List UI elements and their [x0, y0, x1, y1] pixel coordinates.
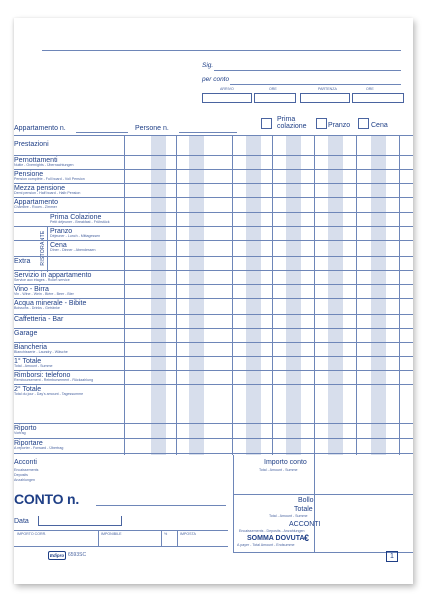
- table-cell[interactable]: [273, 140, 313, 154]
- table-cell[interactable]: [273, 156, 313, 168]
- row-label: Vino - Birra: [14, 286, 49, 293]
- table-cell[interactable]: [125, 315, 175, 327]
- row-label: Prima Colazione: [50, 214, 102, 221]
- table-cell[interactable]: [177, 257, 231, 269]
- row-sublabel: Boissons - Drinks - Getränke: [14, 306, 60, 310]
- tax-row-bottom: [14, 546, 228, 547]
- table-cell[interactable]: [315, 156, 355, 168]
- table-cell[interactable]: [315, 285, 355, 297]
- table-top-border: [14, 135, 413, 136]
- totale-sub: Total - Amount - Summe: [269, 514, 308, 518]
- tax-divider-1: [98, 530, 99, 546]
- table-cell[interactable]: [357, 329, 398, 341]
- acconti-sub1: Encaissements: [14, 468, 39, 472]
- ristorante-bracket: [47, 226, 48, 272]
- table-cell[interactable]: [177, 315, 231, 327]
- arrivo-field[interactable]: [202, 93, 252, 103]
- table-cell[interactable]: [177, 227, 231, 239]
- table-cell[interactable]: [177, 241, 231, 255]
- table-cell[interactable]: [273, 198, 313, 211]
- top-rule: [42, 50, 401, 51]
- table-cell[interactable]: [357, 285, 398, 297]
- table-cell[interactable]: [357, 227, 398, 239]
- table-cell[interactable]: [315, 198, 355, 211]
- table-cell[interactable]: [315, 439, 355, 452]
- row-label: Garage: [14, 330, 38, 337]
- table-cell[interactable]: [125, 371, 175, 383]
- row-sublabel: Petit déjeuner - Breakfast - Frühstück: [50, 220, 110, 224]
- row-label: Riporto: [14, 425, 37, 432]
- row-sublabel: Nuitie - Overnights - Übernachtungen: [14, 163, 74, 167]
- cena-checkbox[interactable]: [358, 118, 369, 129]
- prima-colazione-label: Prima colazione: [277, 116, 307, 130]
- table-cell[interactable]: [357, 184, 398, 196]
- totale-label: Totale: [294, 506, 313, 513]
- page-number-box: [386, 551, 398, 562]
- acconti2-label: ACCONTI: [289, 521, 321, 528]
- table-cell[interactable]: [125, 343, 175, 355]
- ristorante-text: RISTORANTE: [40, 230, 46, 266]
- partenza-label: PARTENZA: [318, 87, 337, 91]
- row-label: Pensione: [14, 171, 44, 178]
- table-cell[interactable]: [177, 299, 231, 313]
- sig-line[interactable]: [214, 70, 401, 71]
- table-cell[interactable]: [315, 424, 355, 437]
- table-cell[interactable]: [233, 227, 271, 239]
- persone-line[interactable]: [179, 132, 237, 133]
- row-label: 2° Totale: [14, 386, 42, 393]
- table-cell[interactable]: [315, 227, 355, 239]
- ore1-label: ORE: [269, 87, 277, 91]
- bollo-label: Bollo: [298, 497, 314, 504]
- row-sublabel: Demi pension - Half board - Halb Pension: [14, 191, 81, 195]
- table-cell[interactable]: [315, 170, 355, 182]
- table-cell[interactable]: [233, 271, 271, 283]
- row-label: Servizio in appartamento: [14, 272, 92, 279]
- cena-label: Cena: [371, 122, 388, 129]
- table-cell[interactable]: [125, 285, 175, 297]
- table-cell[interactable]: [125, 424, 175, 437]
- table-cell[interactable]: [357, 198, 398, 211]
- data-label: Data: [14, 518, 29, 525]
- imposta-label: IMPOSTA: [180, 532, 196, 536]
- brand-text: Edipro: [49, 553, 65, 558]
- ore2-field[interactable]: [352, 93, 404, 103]
- amount-column-divider: [314, 455, 315, 552]
- somma-dovuta-label: SOMMA DOVUTA: [247, 535, 305, 542]
- table-cell[interactable]: [357, 385, 398, 422]
- table-cell[interactable]: [357, 315, 398, 327]
- table-cell[interactable]: [125, 170, 175, 182]
- table-cell[interactable]: [273, 439, 313, 452]
- table-cell[interactable]: [233, 343, 271, 355]
- row-label: Caffetteria - Bar: [14, 316, 64, 323]
- table-cell[interactable]: [233, 213, 271, 225]
- table-cell[interactable]: [233, 170, 271, 182]
- table-cell[interactable]: [357, 170, 398, 182]
- table-cell[interactable]: [177, 140, 231, 154]
- euro-icon: €: [304, 533, 310, 543]
- ore1-field[interactable]: [254, 93, 296, 103]
- table-cell[interactable]: [273, 285, 313, 297]
- tax-divider-3: [177, 530, 178, 546]
- table-cell[interactable]: [273, 329, 313, 341]
- table-cell[interactable]: [177, 371, 231, 383]
- table-cell[interactable]: [357, 271, 398, 283]
- table-cell[interactable]: [273, 170, 313, 182]
- table-cell[interactable]: [357, 371, 398, 383]
- partenza-field[interactable]: [300, 93, 350, 103]
- table-cell[interactable]: [177, 357, 231, 369]
- table-cell[interactable]: [273, 271, 313, 283]
- table-cell[interactable]: [315, 371, 355, 383]
- row-sublabel: Déjeuner - Lunch - Mittagessen: [50, 234, 101, 238]
- arrivo-label: ARRIVO: [220, 87, 234, 91]
- ore2-label: ORE: [366, 87, 374, 91]
- table-cell[interactable]: [357, 213, 398, 225]
- tax-divider-2: [161, 530, 162, 546]
- row-label: Extra: [14, 258, 31, 265]
- page-number: 1: [390, 553, 394, 560]
- row-label: Pranzo: [50, 228, 73, 235]
- table-cell[interactable]: [357, 156, 398, 168]
- row-sublabel: Vortrag: [14, 431, 26, 435]
- table-cell[interactable]: [233, 198, 271, 211]
- table-cell[interactable]: [125, 299, 175, 313]
- table-cell[interactable]: [315, 213, 355, 225]
- table-cell[interactable]: [357, 424, 398, 437]
- table-cell[interactable]: [357, 299, 398, 313]
- acconti2-sub: Encaissements - Deposits - Anzahlungen: [239, 529, 305, 533]
- table-cell[interactable]: [315, 257, 355, 269]
- table-cell[interactable]: [233, 285, 271, 297]
- table-cell[interactable]: [177, 170, 231, 182]
- table-cell[interactable]: [233, 371, 271, 383]
- table-cell[interactable]: [315, 329, 355, 341]
- table-cell[interactable]: [233, 424, 271, 437]
- table-cell[interactable]: [177, 156, 231, 168]
- table-cell[interactable]: [233, 315, 271, 327]
- table-cell[interactable]: [233, 299, 271, 313]
- persone-label: Persone n.: [135, 125, 169, 132]
- table-cell[interactable]: [273, 343, 313, 355]
- percent-label: %: [164, 532, 168, 536]
- table-cell[interactable]: [315, 357, 355, 369]
- row-label: Riportare: [14, 440, 43, 447]
- table-cell[interactable]: [125, 140, 175, 154]
- acconti-sub2: Deposits: [14, 473, 28, 477]
- table-cell[interactable]: [233, 385, 271, 422]
- table-cell[interactable]: [315, 385, 355, 422]
- table-cell[interactable]: [315, 343, 355, 355]
- table-cell[interactable]: [273, 315, 313, 327]
- table-cell[interactable]: [357, 241, 398, 255]
- table-cell[interactable]: [315, 140, 355, 154]
- row-sublabel: Blanchisserie - Laundry - Wäsche: [14, 350, 68, 354]
- table-cell[interactable]: [273, 385, 313, 422]
- row-label: Prestazioni: [14, 141, 49, 148]
- table-cell[interactable]: [177, 285, 231, 297]
- table-cell[interactable]: [177, 184, 231, 196]
- row-label: Rimborsi: telefono: [14, 372, 71, 379]
- prima-colazione-checkbox[interactable]: [261, 118, 272, 129]
- table-cell[interactable]: [177, 385, 231, 422]
- row-sublabel: Vin - Wine - Wein - Bière - Beer - Bier: [14, 292, 74, 296]
- table-cell[interactable]: [125, 385, 175, 422]
- table-cell[interactable]: [315, 184, 355, 196]
- acconti-sub3: Anzahlungen: [14, 478, 35, 482]
- table-cell[interactable]: [233, 241, 271, 255]
- table-cell[interactable]: [357, 357, 398, 369]
- table-cell[interactable]: [125, 156, 175, 168]
- conto-number-label: CONTO n.: [14, 491, 80, 507]
- appartamento-line[interactable]: [76, 132, 128, 133]
- row-sublabel: Pension complète - Full board - Voll Pension: [14, 177, 85, 181]
- pranzo-label: Pranzo: [328, 122, 351, 129]
- table-cell[interactable]: [233, 140, 271, 154]
- row-sublabel: Total du jour - Day's amount - Tagessumme: [14, 392, 84, 396]
- importo-corr-label: IMPORTO CORR.: [17, 532, 47, 536]
- imponibile-label: IMPONIBILE: [101, 532, 122, 536]
- row-label: Mezza pensione: [14, 185, 65, 192]
- row-label: Biancheria: [14, 344, 48, 351]
- per-conto-label: per conto: [202, 76, 230, 83]
- row-sublabel: Dîner - Dinner - Abendessen: [50, 248, 96, 252]
- table-cell[interactable]: [125, 184, 175, 196]
- table-cell[interactable]: [357, 257, 398, 269]
- table-cell[interactable]: [273, 357, 313, 369]
- table-cell[interactable]: [177, 213, 231, 225]
- appartamento-label: Appartamento n.: [14, 125, 66, 132]
- table-cell[interactable]: [273, 241, 313, 255]
- table-cell[interactable]: [233, 357, 271, 369]
- table-cell[interactable]: [125, 357, 175, 369]
- table-cell[interactable]: [315, 271, 355, 283]
- sig-label: Sig.: [202, 62, 214, 69]
- table-cell[interactable]: [125, 329, 175, 341]
- table-cell[interactable]: [357, 439, 398, 452]
- row-sublabel: Total - Amount - Summe: [14, 364, 53, 368]
- row-label: Appartamento: [14, 199, 58, 206]
- importo-rule: [233, 494, 413, 495]
- table-cell[interactable]: [125, 241, 175, 255]
- table-cell[interactable]: [125, 198, 175, 211]
- table-cell[interactable]: [177, 439, 231, 452]
- row-sublabel: Remboursement - Reimbursement - Rückzahlung: [14, 378, 94, 382]
- ristorante-side-label: [39, 226, 47, 270]
- footer-right-divider: [233, 455, 234, 553]
- table-cell[interactable]: [315, 299, 355, 313]
- importo-conto-sub: Total - Amount - Summe: [259, 468, 298, 472]
- invoice-form-sheet: [14, 18, 413, 584]
- row-label: 1° Totale: [14, 358, 42, 365]
- table-cell[interactable]: [233, 184, 271, 196]
- importo-conto-label: Importo conto: [264, 459, 307, 466]
- pranzo-checkbox[interactable]: [316, 118, 327, 129]
- row-sublabel: Chambre - Room - Zimmer: [14, 205, 57, 209]
- table-cell[interactable]: [177, 329, 231, 341]
- somma-sub: A payer - Total Amount - Endsumme: [237, 543, 295, 547]
- row-label: Pernottamenti: [14, 157, 58, 164]
- row-label: Acqua minerale - Bibite: [14, 300, 87, 307]
- table-cell[interactable]: [125, 227, 175, 239]
- table-cell[interactable]: [357, 343, 398, 355]
- per-conto-line[interactable]: [230, 84, 401, 85]
- table-cell[interactable]: [125, 213, 175, 225]
- table-cell[interactable]: [273, 184, 313, 196]
- table-cell[interactable]: [273, 424, 313, 437]
- table-cell[interactable]: [273, 227, 313, 239]
- form-code: 6593SC: [68, 552, 87, 558]
- table-cell[interactable]: [273, 213, 313, 225]
- data-field[interactable]: [38, 516, 122, 526]
- table-cell[interactable]: [273, 299, 313, 313]
- table-cell[interactable]: [273, 257, 313, 269]
- conto-number-line[interactable]: [96, 505, 226, 506]
- table-cell[interactable]: [315, 241, 355, 255]
- table-row-rule: [14, 453, 413, 454]
- edipro-logo: [48, 551, 66, 560]
- row-label: Cena: [50, 242, 67, 249]
- table-cell[interactable]: [233, 156, 271, 168]
- table-cell[interactable]: [357, 140, 398, 154]
- table-cell[interactable]: [125, 271, 175, 283]
- row-sublabel: Service aux étages - Room service: [14, 278, 70, 282]
- tax-row-top: [14, 530, 228, 531]
- table-cell[interactable]: [177, 343, 231, 355]
- table-cell[interactable]: [233, 439, 271, 452]
- table-cell[interactable]: [315, 315, 355, 327]
- table-cell[interactable]: [273, 371, 313, 383]
- table-cell[interactable]: [233, 329, 271, 341]
- table-cell[interactable]: [125, 439, 175, 452]
- table-cell[interactable]: [177, 198, 231, 211]
- table-cell[interactable]: [125, 257, 175, 269]
- table-cell[interactable]: [177, 271, 231, 283]
- acconti-label: Acconti: [14, 459, 37, 466]
- row-sublabel: A reporter - Forward - Übertrag: [14, 446, 64, 450]
- table-cell[interactable]: [233, 257, 271, 269]
- table-cell[interactable]: [177, 424, 231, 437]
